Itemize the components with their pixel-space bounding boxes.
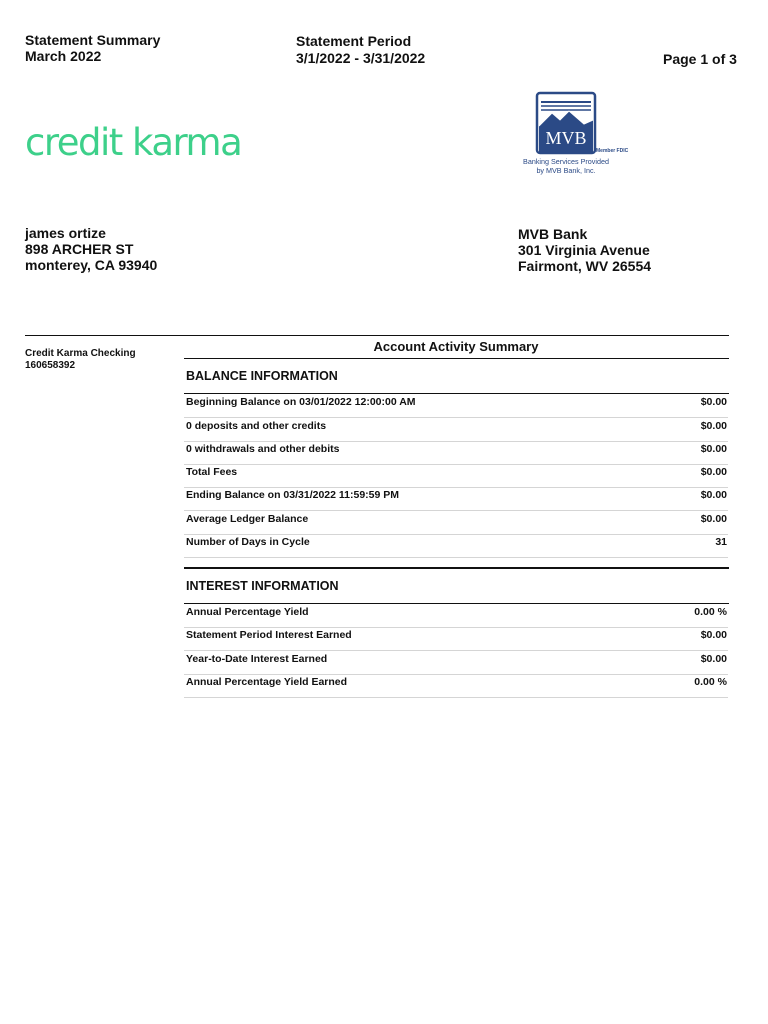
account-info xyxy=(25,348,136,372)
statement-period-range: 3/1/2022 - 3/31/2022 xyxy=(296,50,426,66)
interest-row-apy xyxy=(184,604,728,628)
row-label: Annual Percentage Yield Earned xyxy=(186,676,348,688)
statement-summary-title: Statement Summary xyxy=(25,32,161,48)
row-label: 0 withdrawals and other debits xyxy=(186,443,340,455)
row-value: 0.00 % xyxy=(694,606,727,618)
row-value: $0.00 xyxy=(700,396,727,408)
section-divider xyxy=(25,335,729,336)
balance-row-ending xyxy=(184,487,728,511)
interest-row-ytd-earned xyxy=(184,651,728,675)
row-label: Ending Balance on 03/31/2022 11:59:59 PM xyxy=(186,489,400,501)
account-name: Credit Karma Checking xyxy=(25,348,136,359)
statement-month: March 2022 xyxy=(25,48,102,64)
row-label: Average Ledger Balance xyxy=(186,513,309,525)
bank-street: 301 Virginia Avenue xyxy=(518,242,650,258)
balance-section-title: BALANCE INFORMATION xyxy=(186,369,338,383)
row-label: Year-to-Date Interest Earned xyxy=(186,653,328,665)
mvb-logo-text: MVB xyxy=(545,128,587,148)
bank-city: Fairmont, WV 26554 xyxy=(518,258,652,274)
row-value: $0.00 xyxy=(700,513,727,525)
balance-row-withdrawals xyxy=(184,441,728,465)
credit-karma-logo: credit karma xyxy=(25,121,242,164)
interest-row-apy-earned xyxy=(184,674,728,698)
row-value: $0.00 xyxy=(700,489,727,501)
fdic-text: Member FDIC xyxy=(596,148,629,154)
row-label: Annual Percentage Yield xyxy=(186,606,309,618)
mvb-logo xyxy=(514,92,629,178)
page-number: Page 1 of 3 xyxy=(663,51,737,67)
mvb-logo-mark xyxy=(514,92,629,178)
row-value: 0.00 % xyxy=(694,676,727,688)
mvb-caption-line-1: Banking Services Provided xyxy=(523,157,609,166)
account-number: 160658392 xyxy=(25,360,76,371)
balance-row-average xyxy=(184,511,728,535)
row-value: $0.00 xyxy=(700,629,727,641)
mvb-caption-line-2: by MVB Bank, Inc. xyxy=(536,166,596,175)
row-label: Total Fees xyxy=(186,466,238,478)
activity-title: Account Activity Summary xyxy=(373,339,539,354)
customer-street: 898 ARCHER ST xyxy=(25,241,134,257)
bank-name: MVB Bank xyxy=(518,226,588,242)
row-label: 0 deposits and other credits xyxy=(186,420,327,432)
balance-row-days xyxy=(184,534,728,558)
interest-section-title: INTEREST INFORMATION xyxy=(186,579,339,593)
balance-row-fees xyxy=(184,464,728,488)
customer-name: james ortize xyxy=(25,225,106,241)
bank-address xyxy=(518,226,651,274)
row-value: $0.00 xyxy=(700,420,727,432)
row-value: 31 xyxy=(715,536,727,548)
row-label: Beginning Balance on 03/01/2022 12:00:00 AM xyxy=(186,396,416,408)
statement-period-title: Statement Period xyxy=(296,33,412,49)
interest-row-period-earned xyxy=(184,627,728,651)
row-label: Number of Days in Cycle xyxy=(186,536,310,548)
row-value: $0.00 xyxy=(700,443,727,455)
balance-row-deposits xyxy=(184,418,728,442)
customer-city: monterey, CA 93940 xyxy=(25,257,158,273)
row-label: Statement Period Interest Earned xyxy=(186,629,352,641)
balance-row-beginning xyxy=(184,394,728,418)
customer-address xyxy=(25,225,157,273)
row-value: $0.00 xyxy=(700,653,727,665)
row-value: $0.00 xyxy=(700,466,727,478)
activity-title-underline xyxy=(184,358,729,359)
interest-section-rule xyxy=(184,567,729,569)
